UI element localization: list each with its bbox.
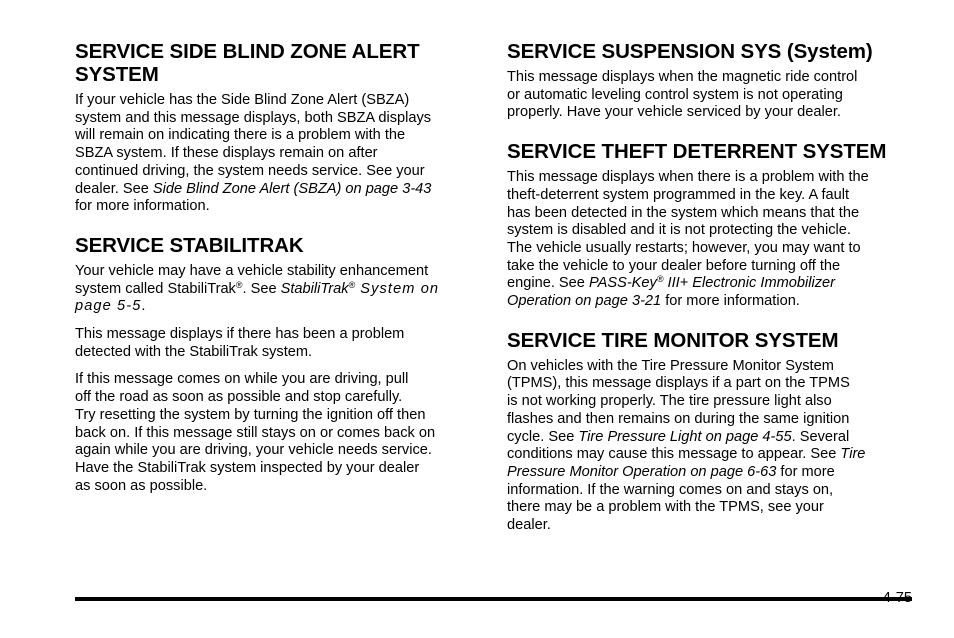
footer-rule <box>75 597 912 601</box>
text: for more information. <box>661 293 800 310</box>
text: StabiliTrak <box>280 280 349 297</box>
right-column <box>507 40 912 545</box>
registered-mark: ® <box>656 274 664 285</box>
cross-reference-sbza[interactable]: Side Blind Zone Alert (SBZA) on page 3-43 <box>152 180 432 197</box>
text: . See <box>242 280 281 297</box>
paragraph-sbza <box>75 92 480 216</box>
section-stabilitrak <box>75 234 480 495</box>
cross-reference-tire-monitor[interactable]: Tire Pressure Monitor Operation on page 6-63 <box>507 446 866 480</box>
text: for more information. If the warning comes on and stays on, there may be a problem with the TPMS, see your dealer. <box>507 463 835 534</box>
paragraph-stabilitrak-3: If this message comes on while you are driving, pull off the road as soon as possible and stop carefully. Try resetting the system by turning the ignition off then back on. If this message still stays on or comes back on again while you are driving, your vehicle needs service. Have the StabiliTrak system inspected by your dealer as soon as possible. <box>75 371 436 494</box>
text: for more information. <box>75 198 210 215</box>
paragraph-tire-monitor <box>507 358 912 535</box>
paragraph-theft <box>507 169 912 311</box>
registered-mark: ® <box>348 279 356 290</box>
paragraph-suspension: This message displays when the magnetic ride control or automatic leveling control system is not operating properly. Have your vehicle serviced by your dealer. <box>507 69 858 121</box>
page-number: 4-75 <box>882 590 912 606</box>
text: . <box>141 298 146 315</box>
section-sbza <box>75 40 480 216</box>
registered-mark: ® <box>235 279 243 290</box>
text: . Several conditions may cause this message to appear. See <box>507 428 850 463</box>
heading-suspension: SERVICE SUSPENSION SYS (System) <box>507 40 873 63</box>
text: System on page 5-5 <box>75 280 440 315</box>
heading-theft: SERVICE THEFT DETERRENT SYSTEM <box>507 140 887 164</box>
section-theft <box>507 140 912 311</box>
text: Your vehicle may have a vehicle stability enhancement system called StabiliTrak <box>75 262 429 297</box>
heading-stabilitrak: SERVICE STABILITRAK <box>75 233 304 257</box>
text: III+ Electronic Immobilizer Operation on page 3-21 <box>507 275 835 310</box>
paragraph-stabilitrak-2: This message displays if there has been a problem detected with the StabiliTrak system. <box>75 326 405 360</box>
left-column <box>75 40 480 505</box>
text: This message displays when there is a problem with the theft-deterrent system programmed in the key. A fault has been detected in the system which means that the system is disabled and it is not protecting the vehicle. The vehicle usually restarts; however, you may want to take the vehicle to your dealer before turning off the engine. See <box>507 169 869 292</box>
cross-reference-tire-light[interactable]: Tire Pressure Light on page 4-55 <box>578 428 792 445</box>
text: If your vehicle has the Side Blind Zone Alert (SBZA) system and this message displays, both SBZA displays will remain on indicating there is a problem with the SBZA system. If these displays remain on after continued driving, the system needs service. See your dealer. See <box>75 92 432 197</box>
heading-sbza: SERVICE SIDE BLIND ZONE ALERT SYSTEM <box>75 40 420 86</box>
heading-tire-monitor: SERVICE TIRE MONITOR SYSTEM <box>507 328 839 352</box>
text: PASS-Key <box>588 275 657 292</box>
section-suspension <box>507 40 912 122</box>
section-tire-monitor <box>507 329 912 535</box>
paragraph-stabilitrak-1 <box>75 263 480 316</box>
text: On vehicles with the Tire Pressure Monitor System (TPMS), this message displays if a part on the TPMS is not working properly. The tire pressure light also flashes and then remains on during the same ignition cycle. See <box>507 357 850 445</box>
